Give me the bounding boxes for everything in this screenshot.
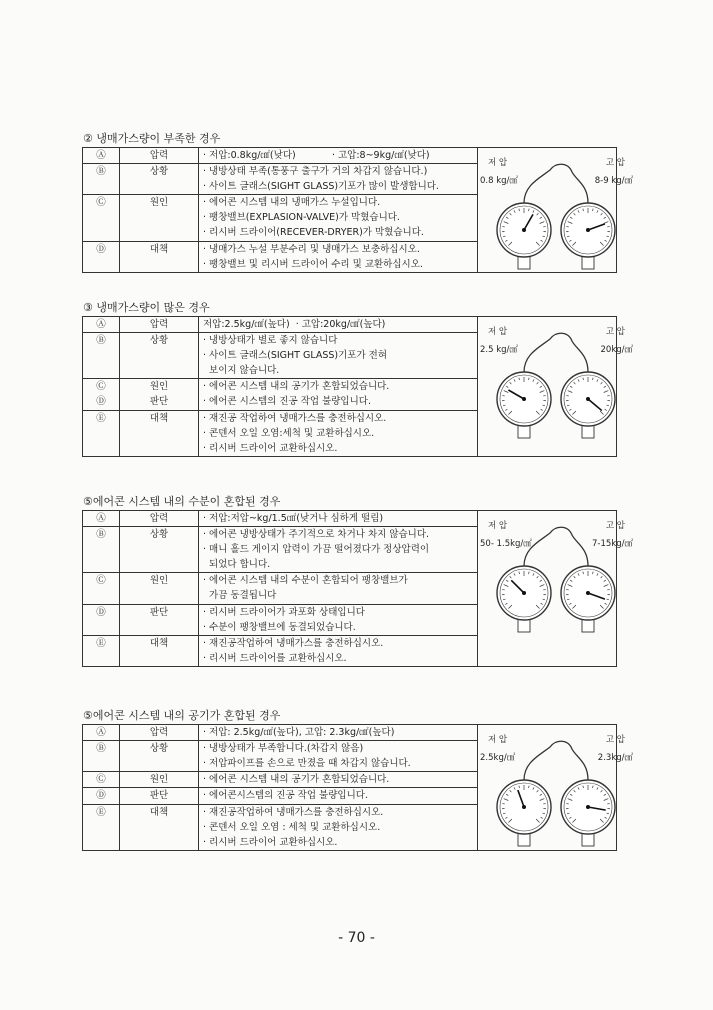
section-title: ② 냉매가스량이 부족한 경우 — [83, 132, 221, 145]
row-key: Ⓐ — [83, 148, 120, 164]
description-line: · 팽창밸브(EXPLASION-VALVE)가 막혔습니다. — [203, 212, 400, 224]
manifold-gauge — [478, 511, 633, 666]
row-key: Ⓐ — [83, 317, 120, 333]
row-key: Ⓑ — [83, 527, 120, 573]
diagnosis-table — [82, 147, 633, 273]
row-description — [199, 527, 478, 573]
low-pressure-label: 저 압 — [488, 735, 508, 745]
description-line: · 재진공작업하여 냉매가스를 충전하십시오. — [203, 806, 384, 818]
row-key: Ⓓ — [83, 241, 120, 272]
low-pressure-value: 2.5kg/㎠ — [480, 753, 516, 763]
high-pressure-gauge-icon — [561, 780, 615, 834]
description-line: · 에어콘 시스템 내의 수분이 혼합되어 팽창밸브가 — [203, 575, 408, 587]
low-pressure-value: 2.5 kg/㎠ — [480, 345, 518, 355]
row-category: 원인 — [120, 195, 199, 241]
description-line: · 콘덴서 오일 오염 : 세척 및 교환하십시오. — [203, 821, 381, 833]
row-category: 원인 — [120, 573, 199, 604]
row-key: Ⓓ — [83, 788, 120, 804]
low-pressure-gauge-icon — [497, 372, 551, 426]
row-category: 판단 — [120, 604, 199, 635]
low-pressure-label: 저 압 — [488, 521, 508, 531]
manifold-gauge — [478, 148, 633, 272]
description-line: · 냉방상태 부족(통풍구 출구가 거의 차갑지 않습니다.) — [203, 166, 428, 178]
row-key: Ⓒ — [83, 772, 120, 788]
row-key: Ⓑ — [83, 741, 120, 772]
row-description — [199, 148, 478, 164]
description-line: · 매니 홀드 게이지 압력이 가끔 떨어졌다가 정상압력이 — [203, 544, 430, 556]
row-description — [199, 788, 478, 804]
section-low-refrigerant — [82, 131, 633, 273]
section-title: ⑤에어콘 시스템 내의 수분이 혼합된 경우 — [83, 495, 281, 508]
row-category: 압력 — [120, 148, 199, 164]
gauge-cell — [478, 148, 633, 273]
row-category: 판단 — [120, 788, 199, 804]
description-line: · 사이트 글래스(SIGHT GLASS)기포가 전혀 — [203, 350, 388, 362]
row-key: Ⓔ — [83, 635, 120, 666]
description-line: · 팽창밸브 및 리시버 드라이어 수리 및 교환하십시오. — [203, 258, 423, 270]
row-category: 대책 — [120, 410, 199, 456]
description-line: · 에어콘 시스템 내의 냉매가스 누설입니다. — [203, 197, 381, 209]
row-description — [199, 379, 478, 410]
section-title: ③ 냉매가스량이 많은 경우 — [83, 301, 210, 314]
high-pressure-value: 2.3kg/㎠ — [597, 753, 633, 763]
description-line: · 냉방상태가 별로 좋지 않습니다 — [203, 335, 338, 347]
section-excess-refrigerant — [82, 300, 633, 457]
description-line: · 저압:저압~kg/1.5㎠(낮거나 심하게 떨림) — [203, 513, 384, 524]
row-description — [199, 772, 478, 788]
description-line: · 에어콘 냉방상태가 주기적으로 차거나 차지 않습니다. — [203, 529, 430, 541]
row-key: Ⓓ — [83, 604, 120, 635]
row-description — [199, 195, 478, 241]
high-pressure-gauge-icon — [561, 372, 615, 426]
diagnosis-table — [82, 510, 633, 667]
description-line: · 에어콘 시스템 내의 공기가 혼합되었습니다. — [203, 381, 390, 393]
row-key: Ⓒ Ⓓ — [83, 379, 120, 410]
description-line: · 콘덴서 오일 오염:세척 및 교환하십시오. — [203, 427, 375, 439]
description-line: · 리시버 드라이어가 과포화 상태입니다 — [203, 606, 365, 618]
row-category: 원인 — [120, 772, 199, 788]
diagnosis-table — [82, 724, 633, 851]
row-description — [199, 241, 478, 272]
row-category: 상황 — [120, 333, 199, 379]
row-description — [199, 317, 478, 333]
row-description — [199, 741, 478, 772]
table-row — [83, 511, 617, 527]
diagnosis-table — [82, 316, 633, 457]
low-pressure-value: 0.8 kg/㎠ — [480, 176, 518, 186]
row-description — [199, 604, 478, 635]
description-line: · 수분이 팽창밸브에 동결되었습니다. — [203, 621, 356, 633]
gauge-drawing — [478, 725, 633, 850]
row-category: 대책 — [120, 635, 199, 666]
low-pressure-gauge-icon — [497, 566, 551, 620]
row-description — [199, 511, 478, 527]
row-description — [199, 573, 478, 604]
description-line: 저압:2.5kg/㎠(높다) · 고압:20kg/㎠(높다) — [203, 319, 386, 330]
description-line: · 냉방상태가 부족합니다.(차갑지 않음) — [203, 743, 364, 755]
high-pressure-gauge-icon — [561, 203, 615, 257]
description-line: 가끔 동결됩니다 — [203, 590, 277, 602]
page-number: - 70 - — [338, 930, 375, 946]
row-key: Ⓑ — [83, 333, 120, 379]
gauge-drawing — [478, 148, 633, 272]
low-pressure-gauge-icon — [497, 203, 551, 257]
gauge-cell — [478, 725, 633, 851]
gauge-drawing — [478, 317, 633, 456]
row-description — [199, 725, 478, 741]
row-key: Ⓔ — [83, 804, 120, 850]
high-pressure-value: 7-15kg/㎠ — [592, 539, 633, 549]
high-pressure-label: 고 압 — [605, 521, 625, 531]
row-category: 압력 — [120, 725, 199, 741]
row-category: 원인 판단 — [120, 379, 199, 410]
description-line: · 저압:0.8kg/㎠(낮다) · 고압:8~9kg/㎠(낮다) — [203, 150, 430, 161]
low-pressure-label: 저 압 — [488, 158, 508, 168]
row-description — [199, 333, 478, 379]
row-key: Ⓒ — [83, 195, 120, 241]
row-description — [199, 410, 478, 456]
row-description — [199, 635, 478, 666]
high-pressure-label: 고 압 — [605, 158, 625, 168]
row-key: Ⓐ — [83, 511, 120, 527]
high-pressure-gauge-icon — [561, 566, 615, 620]
low-pressure-value: 50- 1.5kg/㎠ — [480, 539, 532, 549]
row-category: 대책 — [120, 804, 199, 850]
high-pressure-label: 고 압 — [605, 327, 625, 337]
description-line: 보이지 않습니다. — [203, 365, 280, 377]
row-description — [199, 804, 478, 850]
row-category: 압력 — [120, 317, 199, 333]
description-line: · 사이트 글래스(SIGHT GLASS)기포가 많이 발생합니다. — [203, 181, 439, 193]
row-key: Ⓔ — [83, 410, 120, 456]
gauge-cell — [478, 317, 633, 457]
description-line: · 저압파이프를 손으로 만졌을 때 차갑지 않습니다. — [203, 758, 411, 770]
row-key: Ⓒ — [83, 573, 120, 604]
description-line: · 냉매가스 누설 부분수리 및 냉매가스 보충하십시오. — [203, 243, 420, 255]
low-pressure-label: 저 압 — [488, 327, 508, 337]
section-title: ⑤에어콘 시스템 내의 공기가 혼합된 경우 — [83, 709, 281, 722]
description-line: · 리시버 드라이어(RECEVER-DRYER)가 막혔습니다. — [203, 227, 424, 239]
row-key: Ⓑ — [83, 164, 120, 195]
row-category: 압력 — [120, 511, 199, 527]
description-line: · 리시버 드라이어 교환하십시오. — [203, 442, 338, 454]
table-row — [83, 148, 617, 164]
description-line: · 에어콘 시스템 내의 공기가 혼합되었습니다. — [203, 774, 390, 786]
row-key: Ⓐ — [83, 725, 120, 741]
row-category: 상황 — [120, 741, 199, 772]
manifold-gauge — [478, 317, 633, 456]
row-category: 상황 — [120, 164, 199, 195]
high-pressure-value: 20kg/㎠ — [600, 345, 633, 355]
description-line: 되었다 합니다. — [203, 559, 271, 571]
section-moisture-mixed — [82, 494, 633, 667]
description-line: · 저압: 2.5kg/㎠(높다), 고압: 2.3kg/㎠(높다) — [203, 727, 395, 738]
high-pressure-label: 고 압 — [605, 735, 625, 745]
section-air-mixed — [82, 708, 633, 851]
high-pressure-value: 8-9 kg/㎠ — [594, 176, 633, 186]
description-line: · 에어콘시스템의 진공 작업 불량입니다. — [203, 790, 368, 802]
manifold-gauge — [478, 725, 633, 850]
description-line: · 재진공 작업하여 냉매가스를 충전하십시오. — [203, 412, 387, 424]
row-category: 대책 — [120, 241, 199, 272]
description-line: · 리시버 드라이어 교환하십시오. — [203, 836, 338, 848]
low-pressure-gauge-icon — [497, 780, 551, 834]
table-row — [83, 317, 617, 333]
gauge-cell — [478, 511, 633, 667]
table-row — [83, 725, 617, 741]
gauge-drawing — [478, 511, 633, 666]
description-line: · 재진공작업하여 냉매가스를 충전하십시오. — [203, 637, 384, 649]
description-line: · 에어콘 시스템의 진공 작업 불량입니다. — [203, 396, 371, 408]
row-category: 상황 — [120, 527, 199, 573]
description-line: · 리시버 드라이어를 교환하십시오. — [203, 652, 347, 664]
row-description — [199, 164, 478, 195]
